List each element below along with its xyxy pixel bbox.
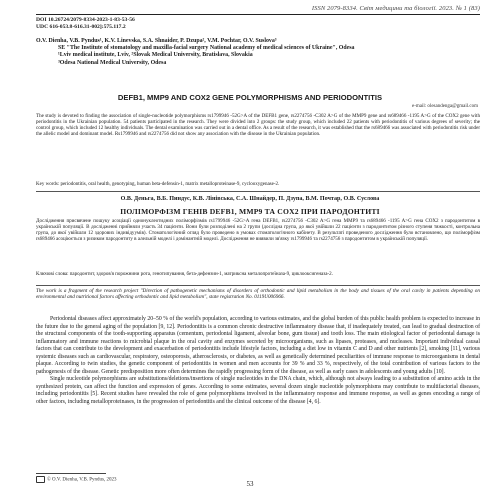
page-number: 53: [246, 480, 254, 488]
affiliation-2: ¹Lviv medical institute, Lviv, ²Slovak Medical University, Bratislava, Slovakia: [58, 52, 253, 59]
contact-email[interactable]: e-mail: olesandenga@gmail.com: [412, 104, 478, 109]
section-divider-2: [36, 285, 480, 286]
affiliation-1: SE "The Institute of stomatology and maxilla-facial surgery National academy of medical sciences of Ukraine", Odesa: [58, 45, 355, 52]
keywords-en: Key words: periodontitis, oral health, genotyping, human beta-defensin-1, matrix metalloproteinase-9, cyclooxygenase-2.: [36, 182, 280, 187]
article-title-uk: ПОЛІМОРФІЗМ ГЕНІВ DEFB1, MMP9 ТА COX2 ПРИ ПАРОДОНТИТІ: [120, 207, 380, 216]
keywords-uk: Ключові слова: пародонтит, здоров'я порожнини рота, генотипування, бета-дефензин-1, матриксна металопротеїназа-9, циклооксигеназа-2.: [36, 272, 333, 277]
authors-list: O.V. Dienha, V.B. Pyndus¹, K.V. Linevska, S.A. Shnaider, P. Dzupa², V.M. Pochtar, O.V. Suslova³: [36, 38, 277, 44]
body-paragraph: Periodontal diseases affect approximately 20–50 % of the world's population, according to various estimates, and the global burden of this public health problem is expected to increase in the future due to the general aging of the population [9, 12]. Periodontitis is a common chronic destructive inflammatory disease that, if inadequately treated, can lead to gradual destruction of the structural components of the tooth-supporting apparatus (cementum, periodontal ligament, alveolar bone, gum tissue) and tooth loss. The main etiological factor of periodontal damage is inflammatory and immune reactions to microbial plaque in the oral cavity and enzymes secreted by microorganisms, such as lipases, proteases, and nucleases. Important individual causal factors that can contribute to the development and exacerbation of periodontitis include lifestyle factors, including a diet low in vitamin C and D and other nutrients [2], smoking [11], various systemic diseases such as cardiovascular, respiratory, osteoporosis, atherosclerosis, or diabetes, as well as genetically determined peculiarities of immune response to microorganisms in dental plaque. According to twin studies, the genetic component of periodontitis in women and men accounts for 39 % and 33 %, respectively, of the total contribution of various factors to the pathogenesis of the disease. Genetic predisposition more often determines the rapidly progressing form of the disease, as well as early cases in adolescents and young adults [10].: [36, 316, 480, 375]
abstract-uk: Дослідження присвячене пошуку асоціації однонуклеотидних поліморфізмів rs1799946 -52G>A гена DEFB1, rs2274756 -C302 A>G гена MMP9 та rs689466 -1195 A>G гена COX2 з пародонтитом в українській популяції. В дослідженні прийняли участь 34 пацієнти. Вони були розподілені на 2 групи (дослідна група, до якої увійшли 22 пацієнти з пародонтитом різного ступеня тяжкості, контрольна група, до якої увійшли 12 здорових індивідуумів). Стоматологічний огляд було проведено в умовах стоматологічного кабінету. В результаті проведеного дослідження було встановлено, що поліморфізм rs689466 асоціюється з ризиком пародонтиту в алельній моделі і домінантній моделі. Дослідження не виявили зв'язку rs1799946 та rs2274756 з пародонтитом в українській популяції.: [36, 218, 480, 242]
authors-uk: О.В. Деньга, В.Б. Пиндус, К.В. Лінівська, С.А. Шнайдер, П. Дзупа, В.М. Почтар, О.В. Суслова: [120, 196, 380, 202]
journal-header: ISSN 2079-8334. Світ медицини та біології. 2023. № 1 (83): [311, 5, 480, 12]
abstract-en: The study is devoted to finding the association of single-nucleotide polymorphisms rs1799946 -52G>A of the DEFB1 gene, rs2274756 -C302 A>G of the MMP9 gene and rs689466 -1195 A>G of the COX2 gene with periodontitis in the Ukrainian population. 54 patients participated in the research. They were divided into 2 groups: the study group, which included 22 patients with periodontitis of various degrees of severity; the control group, which included 12 healthy individuals. The dental examination was carried out in a dental office. As a result of the research, it was established that the rs689466 was associated with periodontitis risk under the allelic model and dominant model. Rs1799946 and rs2274756 did not show any association with the disease in the Ukrainian population.: [36, 113, 480, 137]
body-paragraph: Single nucleotide polymorphisms are substitutions/deletions/insertions of single nucleotides in the DNA chain, which, although not always leading to a substitution of amino acids in the synthesized protein, can affect the function and expression of genes. According to some estimates, several dozen single nucleotide polymorphisms may contribute to multifactorial diseases, including periodontitis [5]. Recent studies have revealed the role of gene polymorphisms involved in the inflammatory response and immune response, as well as genes encoding a range of other factors, including metalloproteinases, in the progression of periodontitis and the clinical outcome of the disease [4, 6].: [36, 376, 480, 406]
article-title-en: DEFB1, MMP9 AND COX2 GENE POLYMORPHISMS AND PERIODONTITIS: [117, 93, 383, 102]
project-note: The work is a fragment of the research project "Direction of pathogenetic mechanisms of disorders of orthodontic and lipid metabolism in the body and tissues of the oral cavity in patients depending on environmental and nutritional factors affecting orthodontic and lipid metabolism", state registration No. 0119U006966.: [36, 288, 480, 301]
article-body: [36, 316, 480, 407]
authors-block: [36, 38, 396, 67]
copyright-text: © O.V. Dienha, V.B. Pyndus, 2023: [47, 477, 117, 483]
footer-divider: [36, 473, 106, 474]
doi-text[interactable]: DOI 10.26724/2079-8334-2023-1-83-53-56: [36, 17, 135, 23]
section-divider: [36, 191, 480, 192]
article-identifiers: [36, 17, 135, 30]
header-divider: [36, 14, 480, 15]
udc-text: UDC 616-053.8-616.31-002]:575.117.2: [36, 23, 126, 30]
affiliation-3: ³Odesa National Medical University, Odesa: [58, 59, 167, 66]
